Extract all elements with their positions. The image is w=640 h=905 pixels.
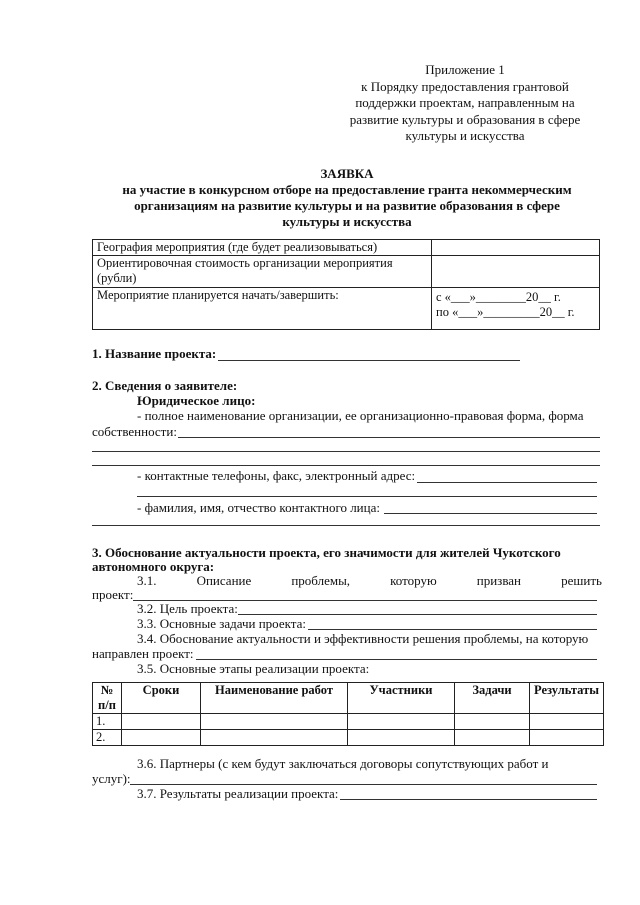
title-line: культуры и искусства — [282, 214, 412, 229]
appendix-line: к Порядку предоставления грантовой — [361, 78, 569, 94]
dates-label: Мероприятие планируется начать/завершить: — [93, 288, 432, 330]
item37-label: 3.7. Результаты реализации проекта: — [137, 786, 339, 801]
goal-field[interactable] — [238, 614, 597, 615]
appendix-header — [340, 62, 590, 145]
title-line: организациям на развитие культуры и на развитие образования в сфере — [134, 198, 560, 213]
item31-word: призван — [476, 573, 522, 588]
project-stages-table — [92, 682, 604, 746]
table-cell[interactable] — [348, 714, 455, 730]
table-cell[interactable] — [122, 730, 201, 746]
contact-person-field-line2[interactable] — [92, 525, 600, 526]
col-participants: Участники — [348, 683, 455, 714]
appendix-line: развитие культуры и образования в сфере — [349, 111, 581, 127]
geo-label: География мероприятия (где будет реализовываться) — [93, 240, 432, 256]
table-row — [93, 730, 604, 746]
item31-word: решить — [561, 573, 602, 588]
table-cell[interactable] — [201, 714, 348, 730]
item31-word: 3.1. — [137, 573, 157, 588]
col-results: Результаты — [530, 683, 604, 714]
col-works: Наименование работ — [201, 683, 348, 714]
date-from: с «___»________20__ г. — [436, 290, 561, 304]
org-name-field[interactable] — [178, 437, 600, 438]
section3-label-cont: автономного округа: — [92, 559, 215, 574]
item36-label: 3.6. Партнеры (с кем будут заключаться договоры сопутствующих работ и — [137, 756, 549, 771]
project-name-field[interactable] — [218, 360, 520, 361]
table-cell[interactable] — [348, 730, 455, 746]
dates-value-cell[interactable] — [432, 288, 600, 330]
contact-person-field[interactable] — [384, 513, 597, 514]
section1-label: 1. Название проекта: — [92, 346, 217, 361]
table-row — [93, 714, 604, 730]
event-info-table — [92, 239, 600, 330]
table-row — [93, 240, 600, 256]
geo-value-cell[interactable] — [432, 240, 600, 256]
title-line: на участие в конкурсном отборе на предоставление гранта некоммерческим — [122, 182, 572, 197]
cost-value-cell[interactable] — [432, 256, 600, 288]
item31-word: проблемы, — [291, 573, 351, 588]
item31-label — [137, 573, 602, 588]
date-to: по «___»_________20__ г. — [436, 305, 575, 319]
org-name-field-line3[interactable] — [92, 465, 600, 466]
table-cell: 2. — [93, 730, 122, 746]
relevance-field[interactable] — [196, 659, 597, 660]
table-cell[interactable] — [530, 730, 604, 746]
item34-label: 3.4. Обоснование актуальности и эффективности решения проблемы, на которую — [137, 631, 589, 646]
table-row — [93, 256, 600, 288]
table-cell[interactable] — [455, 714, 530, 730]
item31-label-cont: проект: — [92, 587, 134, 602]
contact-person-label: - фамилия, имя, отчество контактного лица: — [137, 500, 380, 515]
col-dates: Сроки — [122, 683, 201, 714]
fullname-label: - полное наименование организации, ее организационно-правовая форма, форма — [137, 408, 584, 423]
table-header-row — [93, 683, 604, 714]
appendix-line: культуры и искусства — [405, 128, 525, 143]
cost-label: Ориентировочная стоимость организации мероприятия (рубли) — [93, 256, 432, 288]
legal-entity-label: Юридическое лицо: — [137, 393, 256, 408]
contacts-label: - контактные телефоны, факс, электронный адрес: — [137, 468, 416, 483]
table-cell[interactable] — [455, 730, 530, 746]
item33-label: 3.3. Основные задачи проекта: — [137, 616, 306, 631]
section3-label-text: 3. Обоснование актуальности проекта, его значимости для жителей Чукотского — [92, 545, 561, 560]
table-cell[interactable] — [122, 714, 201, 730]
col-number: № п/п — [93, 683, 122, 714]
results-field[interactable] — [340, 799, 597, 800]
col-tasks: Задачи — [455, 683, 530, 714]
partners-field[interactable] — [130, 784, 597, 785]
section2-label: 2. Сведения о заявителе: — [92, 378, 238, 393]
table-cell[interactable] — [201, 730, 348, 746]
document-title — [92, 166, 602, 230]
appendix-line: поддержки проектам, направленным на — [355, 95, 575, 110]
title-main: ЗАЯВКА — [320, 166, 374, 181]
contacts-field[interactable] — [417, 482, 597, 483]
appendix-line: Приложение 1 — [425, 62, 505, 77]
item32-label: 3.2. Цель проекта: — [137, 601, 238, 616]
item34-label-cont: направлен проект: — [92, 646, 194, 661]
item35-label: 3.5. Основные этапы реализации проекта: — [137, 661, 370, 676]
item31-word: Описание — [196, 573, 252, 588]
tasks-field[interactable] — [308, 629, 597, 630]
table-cell: 1. — [93, 714, 122, 730]
section3-label — [92, 545, 602, 560]
contacts-field-line2[interactable] — [137, 496, 597, 497]
ownership-label: собственности: — [92, 424, 177, 439]
table-cell[interactable] — [530, 714, 604, 730]
org-name-field-line2[interactable] — [92, 451, 600, 452]
item36-label-cont: услуг): — [92, 771, 131, 786]
item31-word: которую — [390, 573, 437, 588]
table-row — [93, 288, 600, 330]
